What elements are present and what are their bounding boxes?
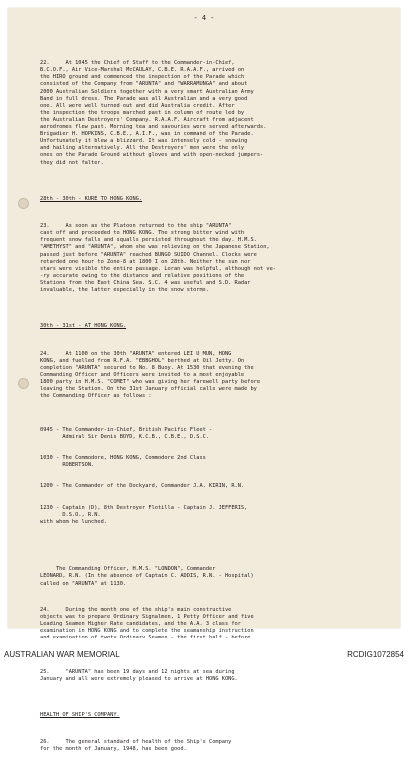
page-number: - 4 - (193, 14, 215, 22)
archive-footer (0, 638, 408, 666)
paragraph-24-training: 24. During the month one of the ship's main constructive objects was to prepare Ordinary Signalmen, 1 Petty Officer and five Leading Seamen Higher Rate candidates, and the A.A. 3 class for examination in HONG KONG and to complete the seamanship instruction (40, 606, 254, 635)
paragraph-22: 22. At 1045 the Chief of Staff to the Commander-in-Chief, B.C.O.F., Air Vice-Marshal McCAULAY, C.B.E. R.A.A.F., arrived on the HIRO ground and commenced the inspection of the Parade which consisted of the Company from "ARUNTA" and "WARRAMUNGA" and about 2000 Australian Soldiers together with a very smart Australian Army Band in full dress. The Parade was all Australian and a very good one. All were well turned out and did Australia credit. After the inspection the troops marched past in column of route led by the Australian Destroyers' Company. R.A.A.F. Aircraft from adjacent aerodromes flew past. Morning tea and savouries were served afterwards. Brigadier H. HOPKINS, C.B.E., A.I.F., was in command of the Parade. Unfortunately it blew a blizzard. It was intensely cold - snowing and hailing alternatively. All the Destroyers' men were the only ones on the Parade Ground without gloves and with open-necked jumpers- they did not falter. (40, 60, 267, 166)
official-call-entry: 1030 - The Commodore, HONG KONG, Commodore 2nd Class ROBERTSON. (40, 454, 206, 469)
punch-hole (18, 378, 29, 389)
punch-hole (18, 198, 29, 209)
section-heading-kure-to-hong-kong: 28th - 30th - KURE TO HONG KONG. (40, 195, 143, 202)
archive-record-id: RCDIG1072854 (347, 650, 404, 659)
official-call-entry: 0945 - The Commander-in-Chief, British Pacific Fleet - Admiral Sir Denis BOYD, K.C.B., C.B.E., D.S.C. (40, 426, 213, 440)
section-heading-health: HEALTH OF SHIP'S COMPANY. (40, 712, 120, 719)
paragraph-24-arrival: 24. At 1100 on the 30th "ARUNTA" entered LEI U MUN, HONG KONG, and fuelled from R.F.A. "EBBGHOL" berthed at Oil Jetty. On completion "ARUNTA" secured to No. 8 Buoy. At 1530 that evening the Commanding Officer and Officers were invited to a most enjoyable 1800 party in H.M.S. "COMET" who was giving her farewell party before leaving the Station. On the 31st January official calls were made by the Commanding Officer as follows : (40, 350, 261, 400)
paragraph-25: 25. "ARUNTA" has been 19 days and 12 nights at sea during January and all were extremely pleased to arrive at HONG KONG. (40, 668, 238, 682)
archive-name: AUSTRALIAN WAR MEMORIAL (4, 650, 120, 659)
official-call-entry: 1200 - The Commander of the Dockyard, Commander J.A. KIRIN, R.N. (40, 483, 245, 490)
paragraph-london-call: The Commanding Officer, H.M.S. "LONDON", Commander LEONARD, R.N. (In the absence of Captain C. ADDIS, R.N. - Hospital) called on "ARUNTA" at 1130. (40, 566, 254, 587)
paragraph-26: 26. The general standard of health of the Ship's Company for the month of January, 1948, has been good. (40, 739, 232, 753)
official-call-entry: 1230 - Captain (D), 8th Destroyer Flotilla - Captain J. JEFFERIS, D.S.O., R.N. with whom he lunched. (40, 504, 248, 525)
paragraph-23: 23. As soon as the Platoon returned to the ship "ARUNTA" cast off and proceeded to HONG KONG. The strong bitter wind with frequent snow falls and squalls persisted throughout the day. H.M.S. "AMETHYST" and "ARUNTA", whom she was relieving on the Japanese Station, passed just before "ARUNTA" reached BUNGO SUIDO Channel. Clocks were retarded one hour to Zone-8 at 1800 I on 28th. Neither the sun nor stars were visible the entire passage. Loran was helpful, although not ve- -ry accurate owing to the distance and relative positions of the Stations from the East China Sea. S.C. 4 was useful and S.D. Radar invaluable, the latter especially in the snow storms. (40, 223, 276, 293)
section-heading-at-hong-kong: 30th - 31st - AT HONG KONG. (40, 323, 127, 330)
